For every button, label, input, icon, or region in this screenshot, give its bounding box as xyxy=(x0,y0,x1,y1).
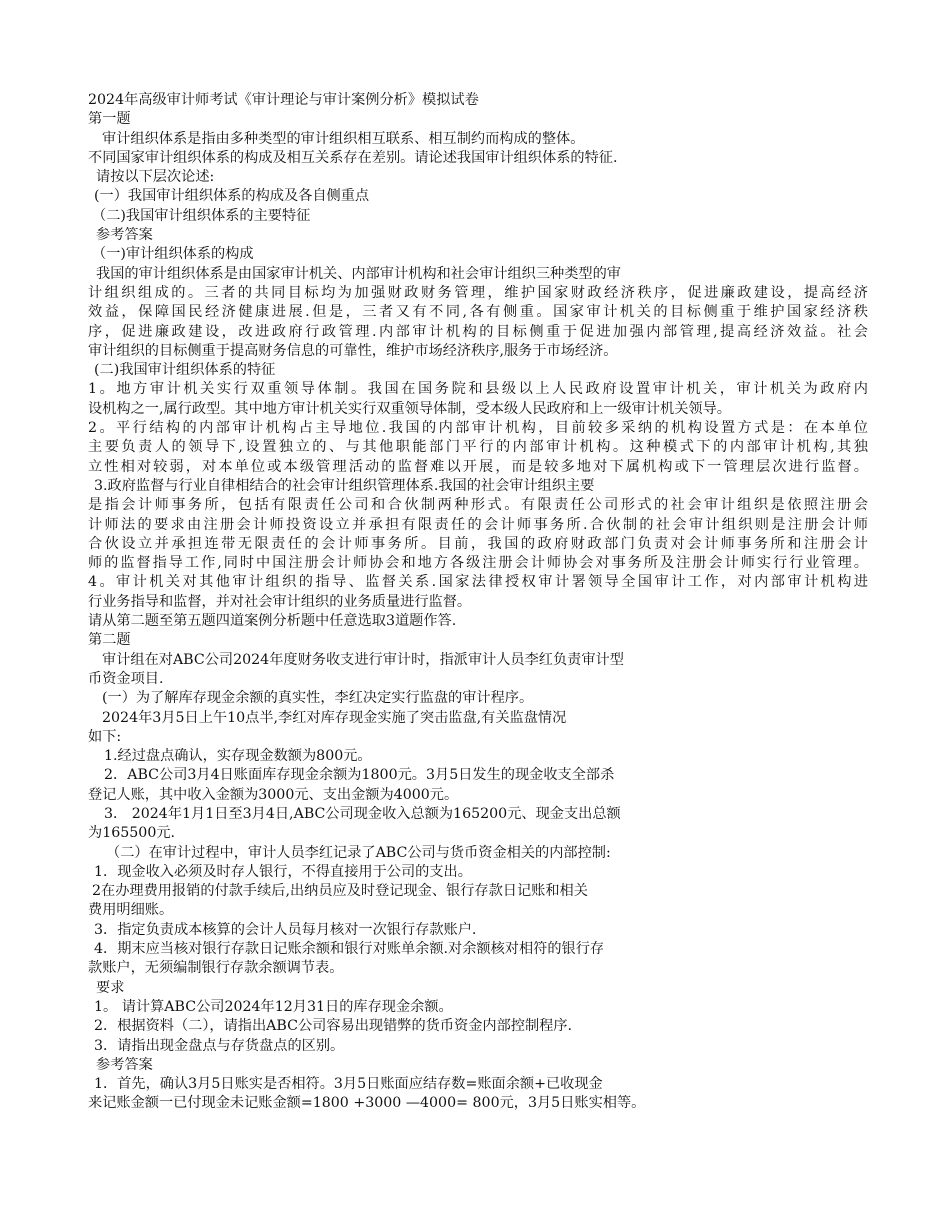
text-line: （二)我国审计组织体系的主要特征 xyxy=(92,207,311,224)
text-line: 款账户，无须编制银行存款余额调节表。 xyxy=(88,960,344,977)
text-line: 登记人账，其中收入金额为3000元、支出金额为4000元。 xyxy=(88,786,459,803)
text-line: 为165500元. xyxy=(88,825,176,842)
text-line: 请按以下层次论述: xyxy=(96,169,215,186)
text-line: 2．根据资料（二），请指出ABC公司容易出现错弊的货币资金内部控制程序. xyxy=(94,1018,573,1035)
text-line: 效益，保障国民经济健康进展.但是，三者又有不同,各有侧重。国家审计机关的目标侧重于维护国家经济秩 xyxy=(88,304,868,321)
text-line: 3．请指出现金盘点与存货盘点的区别。 xyxy=(94,1037,345,1054)
text-line: 1．现金收入必须及时存人银行，不得直接用于公司的支出。 xyxy=(94,863,472,880)
text-line: 合伙设立并承担连带无限责任的会计师事务所。目前，我国的政府财政部门负责对会计师事务所和注册会计 xyxy=(88,535,868,552)
text-line: 我国的审计组织体系是由国家审计机关、内部审计机构和社会审计组织三种类型的审 xyxy=(96,265,621,282)
text-line: 2。平行结构的内部审计机构占主导地位.我国的内部审计机构，目前较多采纳的机构设置方式是：在本单位 xyxy=(88,420,868,437)
text-line: 4．期末应当核对银行存款日记账余额和银行对账单余额.对余额核对相符的银行存 xyxy=(94,941,605,958)
text-line: （一)审计组织体系的构成 xyxy=(92,246,254,263)
text-line: 要求 xyxy=(96,979,125,996)
text-line: 主要负责人的领导下,设置独立的、与其他职能部门平行的内部审计机构。这种模式下的内部审计机构,其独 xyxy=(88,439,868,456)
text-line: （二）在审计过程中，审计人员李红记录了ABC公司与货币资金相关的内部控制: xyxy=(106,844,611,861)
text-line: 序，促进廉政建设，改进政府行政管理.内部审计机构的目标侧重于促进加强内部管理,提高经济效益。社会 xyxy=(88,323,868,340)
text-line: 3．指定负责成本核算的会计人员每月核对一次银行存款账户. xyxy=(94,921,477,938)
text-line: 3． 2024年1月1日至3月4日,ABC公司现金收入总额为165200元、现金支出总额 xyxy=(104,805,621,822)
text-line: 是指会计师事务所，包括有限责任公司和合伙制两种形式。有限责任公司形式的社会审计组织是依照注册会 xyxy=(88,497,868,514)
text-line: 费用明细账。 xyxy=(88,902,174,919)
text-line: 3.政府监督与行业自律相结合的社会审计组织管理体系.我国的社会审计组织主要 xyxy=(94,477,595,494)
text-line: 来记账金额一已付现金未记账金额=1800 +3000 —4000= 800元，3月5日账实相等。 xyxy=(88,1095,646,1112)
text-line: 1。地方审计机关实行双重领导体制。我国在国务院和县级以上人民政府设置审计机关，审计机关为政府内 xyxy=(88,381,868,398)
text-line: 设机构之一,属行政型。其中地方审计机关实行双重领导体制，受本级人民政府和上一级审计机关领导。 xyxy=(88,400,731,417)
text-line: 行业务指导和监督，并对社会审计组织的业务质量进行监督。 xyxy=(88,593,472,610)
text-line: 计师法的要求由注册会计师投资设立并承担有限责任的会计师事务所.合伙制的社会审计组织则是注册会计师 xyxy=(88,516,868,533)
text-line: 1．首先，确认3月5日账实是否相符。3月5日账面应结存数=账面余额+已收现金 xyxy=(94,1076,603,1093)
text-line: 审计组织体系是指由多种类型的审计组织相互联系、相互制约而构成的整体。 xyxy=(102,130,585,147)
text-line: 参考答案 xyxy=(96,1056,153,1073)
text-line: 请从第二题至第五题四道案例分析题中任意选取3道题作答. xyxy=(88,613,457,630)
text-line: 不同国家审计组织体系的构成及相互关系存在差别。请论述我国审计组织体系的特征. xyxy=(88,149,618,166)
text-line: 第一题 xyxy=(88,111,131,128)
text-line: (一）我国审计组织体系的构成及各自侧重点 xyxy=(94,188,370,205)
text-line: 立性相对较弱，对本单位或本级管理活动的监督难以开展，而是较多地对下属机构或下一管理层次进行监督。 xyxy=(88,458,868,475)
document-body xyxy=(88,91,868,1114)
text-line: 1。 请计算ABC公司2024年12月31日的库存现金余额。 xyxy=(94,998,453,1015)
text-line: 1.经过盘点确认，实存现金数额为800元。 xyxy=(104,748,372,765)
text-line: 2在办理费用报销的付款手续后,出纳员应及时登记现金、银行存款日记账和相关 xyxy=(92,883,588,900)
text-line: 审计组在对ABC公司2024年度财务收支进行审计时，指派审计人员李红负责审计型 xyxy=(102,651,624,668)
text-line: (二)我国审计组织体系的特征 xyxy=(94,362,276,379)
text-line: 参考答案 xyxy=(96,227,153,244)
text-line: 审计组织的目标侧重于提高财务信息的可靠性，维护市场经济秩序,服务于市场经济。 xyxy=(88,342,618,359)
text-line: 如下: xyxy=(88,728,122,745)
text-line: 2024年3月5日上午10点半,李红对库存现金实施了突击监盘,有关监盘情况 xyxy=(102,709,567,726)
text-line: (一）为了解库存现金余额的真实性，李红决定实行监盘的审计程序。 xyxy=(102,690,534,707)
text-line: 师的监督指导工作,同时中国注册会计师协会和地方各级注册会计师协会对事务所及注册会计师实行行业管理。 xyxy=(88,555,868,572)
text-line: 2024年高级审计师考试《审计理论与审计案例分析》模拟试卷 xyxy=(88,92,479,108)
text-line: 币资金项目. xyxy=(88,670,164,687)
text-line: 2．ABC公司3月4日账面库存现金余额为1800元。3月5日发生的现金收支全部杀 xyxy=(104,767,615,784)
text-line: 计组织组成的。三者的共同目标均为加强财政财务管理，维护国家财政经济秩序，促进廉政建设，提高经济 xyxy=(88,284,868,301)
text-line: 4。审计机关对其他审计组织的指导、监督关系.国家法律授权审计署领导全国审计工作，对内部审计机构进 xyxy=(88,574,868,591)
text-line: 第二题 xyxy=(88,632,131,649)
